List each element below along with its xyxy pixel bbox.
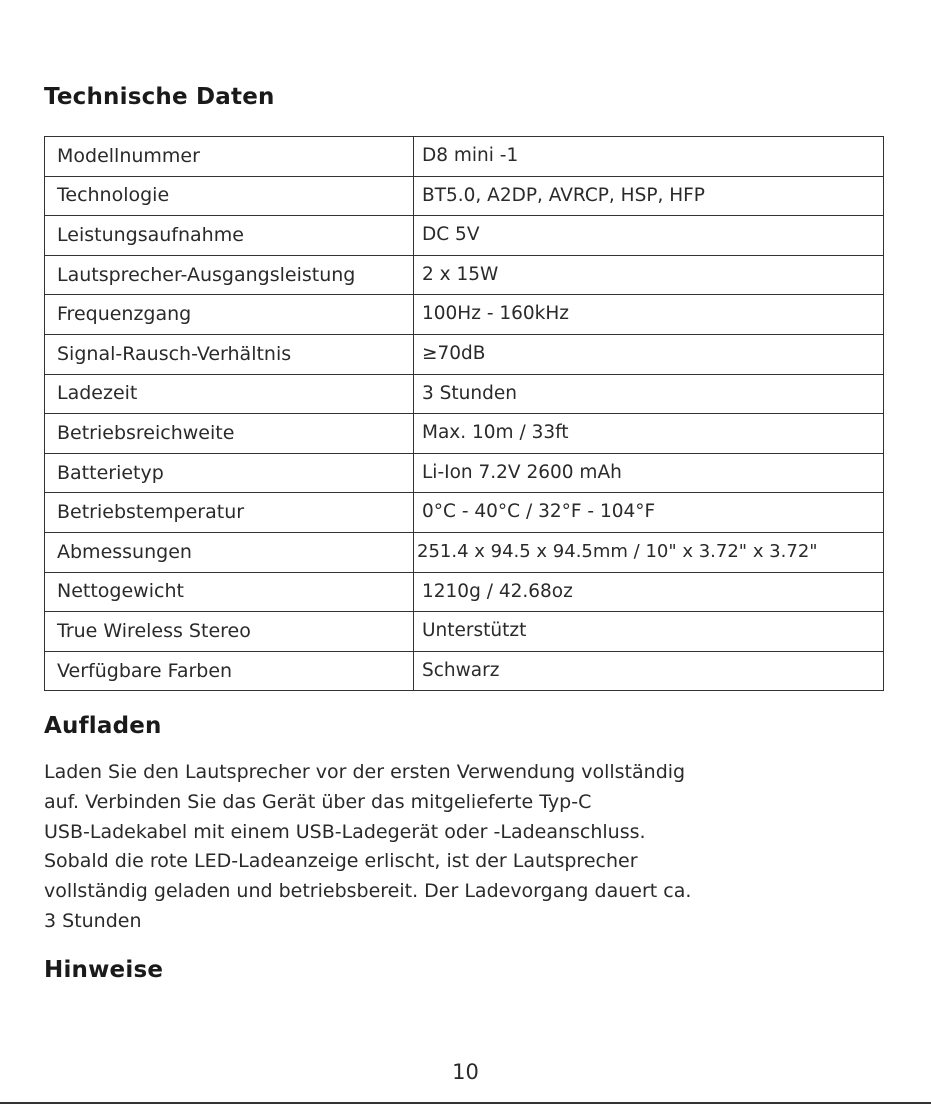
spec-value: 1210g / 42.68oz	[414, 572, 884, 612]
paragraph-line: Laden Sie den Lautsprecher vor der ersten Verwendung vollständig	[44, 761, 686, 783]
spec-label: Batterietyp	[45, 453, 414, 493]
spec-label: Frequenzgang	[45, 295, 414, 335]
table-row	[45, 334, 884, 374]
table-row	[45, 414, 884, 454]
table-row	[45, 493, 884, 533]
spec-label: Verfügbare Farben	[45, 651, 414, 691]
table-row	[45, 255, 884, 295]
technical-data-heading: Technische Daten	[44, 84, 275, 110]
spec-label: Ladezeit	[45, 374, 414, 414]
specifications-table	[44, 136, 884, 691]
spec-value: D8 mini -1	[414, 137, 884, 177]
table-row	[45, 176, 884, 216]
spec-label: True Wireless Stereo	[45, 612, 414, 652]
table-row	[45, 651, 884, 691]
spec-value: DC 5V	[414, 216, 884, 256]
spec-value: 251.4 x 94.5 x 94.5mm / 10" x 3.72" x 3.72"	[414, 532, 884, 572]
spec-label: Nettogewicht	[45, 572, 414, 612]
table-row	[45, 137, 884, 177]
spec-value: 0°C - 40°C / 32°F - 104°F	[414, 493, 884, 533]
table-row	[45, 612, 884, 652]
charging-instructions	[44, 758, 864, 937]
paragraph-line: 3 Stunden	[44, 909, 142, 932]
spec-label: Signal-Rausch-Verhältnis	[45, 334, 414, 374]
table-row	[45, 374, 884, 414]
table-row	[45, 295, 884, 335]
paragraph-line: USB-Ladekabel mit einem USB-Ladegerät oder -Ladeanschluss.	[44, 820, 646, 843]
spec-value: ≥70dB	[414, 334, 884, 374]
spec-value: 3 Stunden	[414, 374, 884, 414]
bottom-rule	[0, 1102, 931, 1104]
spec-label: Technologie	[45, 176, 414, 216]
notes-heading: Hinweise	[44, 957, 164, 983]
spec-value: Unterstützt	[414, 612, 884, 652]
spec-value: Schwarz	[414, 651, 884, 691]
table-row	[45, 453, 884, 493]
page-number: 10	[452, 1060, 479, 1084]
spec-label: Modellnummer	[45, 137, 414, 177]
spec-value: 2 x 15W	[414, 255, 884, 295]
table-row	[45, 572, 884, 612]
paragraph-line: vollständig geladen und betriebsbereit. Der Ladevorgang dauert ca.	[44, 880, 692, 903]
spec-label: Betriebsreichweite	[45, 414, 414, 454]
paragraph-line: Sobald die rote LED-Ladeanzeige erlischt, ist der Lautsprecher	[44, 850, 638, 873]
table-row	[45, 216, 884, 256]
spec-label: Betriebstemperatur	[45, 493, 414, 533]
paragraph-line: auf. Verbinden Sie das Gerät über das mitgelieferte Typ-C	[44, 790, 592, 813]
charging-heading: Aufladen	[44, 713, 162, 739]
spec-value: BT5.0, A2DP, AVRCP, HSP, HFP	[414, 176, 884, 216]
spec-label: Leistungsaufnahme	[45, 216, 414, 256]
spec-label: Lautsprecher-Ausgangsleistung	[45, 255, 414, 295]
spec-value: Li-Ion 7.2V 2600 mAh	[414, 453, 884, 493]
spec-value: Max. 10m / 33ft	[414, 414, 884, 454]
table-row	[45, 532, 884, 572]
spec-value: 100Hz - 160kHz	[414, 295, 884, 335]
spec-label: Abmessungen	[45, 532, 414, 572]
